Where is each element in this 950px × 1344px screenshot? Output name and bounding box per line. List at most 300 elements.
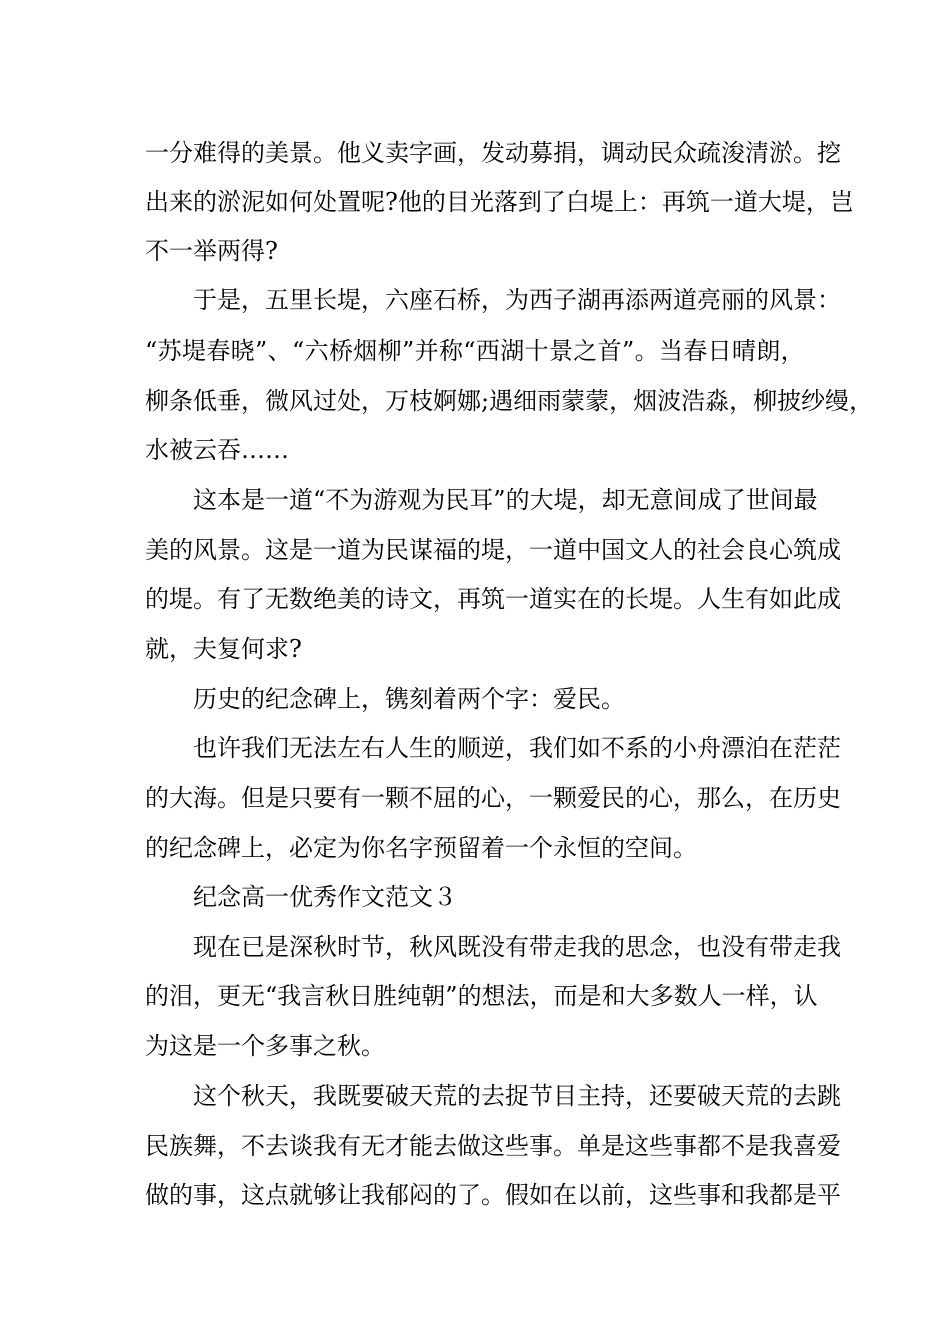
glyph: 堤	[781, 188, 806, 216]
glyph: 深	[289, 933, 313, 961]
glyph: 泪	[169, 982, 193, 1010]
glyph: 一	[721, 982, 746, 1010]
glyph: 遇	[489, 387, 514, 415]
glyph: 人	[649, 536, 673, 564]
glyph: 泥	[241, 188, 265, 216]
glyph: 。	[193, 585, 217, 613]
glyph: 既	[337, 1082, 361, 1110]
glyph: 条	[169, 387, 193, 415]
glyph: 去	[433, 1132, 457, 1160]
glyph: 破	[385, 1082, 409, 1110]
glyph: 也	[697, 933, 721, 961]
glyph: ，	[505, 734, 529, 762]
glyph: 出	[145, 188, 169, 216]
glyph: 秋	[241, 1082, 265, 1110]
glyph: 景	[217, 536, 241, 564]
glyph: 大	[625, 982, 650, 1010]
glyph: 才	[385, 1132, 409, 1160]
glyph: 最	[793, 486, 818, 514]
glyph: 纱	[801, 387, 826, 415]
glyph: 披	[777, 387, 802, 415]
glyph: 带	[529, 933, 553, 961]
glyph: 美	[265, 139, 289, 167]
glyph: ，	[609, 387, 634, 415]
glyph: 带	[769, 933, 793, 961]
glyph: ”	[401, 337, 415, 365]
glyph: “	[265, 982, 278, 1010]
glyph: 是	[289, 536, 313, 564]
glyph: 我	[817, 933, 841, 961]
glyph: 蒙	[585, 387, 610, 415]
glyph: 长	[313, 286, 337, 314]
glyph: 一	[265, 486, 289, 514]
glyph: 胜	[373, 982, 398, 1010]
glyph: 舟	[697, 734, 721, 762]
glyph: 波	[657, 387, 682, 415]
paragraph-start-line	[193, 484, 818, 516]
glyph: 之	[573, 337, 598, 365]
glyph: 景	[289, 139, 313, 167]
text-line: 不一举两得?	[145, 237, 278, 265]
glyph: 生	[409, 734, 433, 762]
glyph: 社	[697, 536, 721, 564]
glyph: 了	[241, 585, 265, 613]
glyph: 过	[313, 387, 337, 415]
glyph: 苏	[157, 337, 182, 365]
glyph: 大	[757, 188, 782, 216]
glyph: 细	[513, 387, 538, 415]
glyph: 西	[529, 286, 553, 314]
glyph: 、	[267, 337, 292, 365]
glyph: 假	[505, 1181, 529, 1209]
glyph: 道	[673, 286, 697, 314]
glyph: 湖	[577, 286, 601, 314]
glyph: 么	[721, 784, 745, 812]
glyph: ：	[817, 286, 841, 314]
glyph: 更	[217, 982, 241, 1010]
glyph: 是	[745, 1132, 769, 1160]
glyph: 在	[769, 734, 793, 762]
glyph: ，	[457, 139, 481, 167]
glyph: 动	[625, 139, 649, 167]
glyph: ，	[217, 1132, 241, 1160]
glyph: 天	[721, 1082, 745, 1110]
glyph: 我	[529, 734, 553, 762]
glyph: 座	[409, 286, 433, 314]
glyph: ?	[385, 188, 398, 216]
glyph: 何	[289, 188, 313, 216]
glyph: 也	[193, 734, 217, 762]
glyph: 淤	[217, 188, 241, 216]
glyph: 系	[625, 734, 649, 762]
glyph: 的	[457, 784, 481, 812]
glyph: 这	[241, 1181, 265, 1209]
glyph: 得	[217, 139, 241, 167]
glyph: 史	[817, 784, 841, 812]
glyph: 卖	[385, 139, 409, 167]
glyph: ：	[637, 188, 662, 216]
glyph: 一	[529, 536, 553, 564]
glyph: 是	[265, 784, 289, 812]
glyph: 日	[349, 982, 374, 1010]
glyph: 来	[169, 188, 193, 216]
glyph: 时	[337, 933, 361, 961]
glyph: ，	[729, 387, 754, 415]
glyph: 此	[793, 585, 817, 613]
glyph: 爱	[817, 1132, 841, 1160]
glyph: 呢	[361, 188, 385, 216]
glyph: 再	[601, 286, 625, 314]
glyph: 都	[697, 1132, 721, 1160]
glyph: 。	[241, 536, 265, 564]
glyph: 筑	[481, 585, 505, 613]
glyph: 成	[697, 486, 722, 514]
glyph: ，	[481, 286, 505, 314]
glyph: ，	[805, 188, 830, 216]
glyph: 了	[541, 188, 566, 216]
glyph: 就	[289, 1181, 313, 1209]
glyph: 天	[265, 1082, 289, 1110]
glyph: 长	[625, 585, 649, 613]
glyph: 人	[385, 734, 409, 762]
glyph: 人	[697, 982, 722, 1010]
glyph: 事	[697, 1181, 721, 1209]
glyph: 我	[313, 1082, 337, 1110]
glyph: ，	[745, 784, 769, 812]
glyph: 既	[457, 933, 481, 961]
glyph: 要	[673, 1082, 697, 1110]
glyph: ，	[241, 387, 265, 415]
glyph: 国	[601, 536, 625, 564]
glyph: 绝	[313, 585, 337, 613]
glyph: ，	[217, 1181, 241, 1209]
glyph: 朝	[421, 982, 446, 1010]
glyph: 并	[414, 337, 439, 365]
glyph: 娜	[457, 387, 481, 415]
glyph: ，	[780, 337, 805, 365]
glyph: 的	[145, 784, 169, 812]
glyph: 良	[745, 536, 769, 564]
glyph: ”	[621, 337, 635, 365]
glyph: “	[313, 486, 326, 514]
glyph: 桥	[328, 337, 353, 365]
glyph: 道	[337, 536, 361, 564]
glyph: 湖	[500, 337, 525, 365]
glyph: 堤	[181, 337, 206, 365]
glyph: 诗	[385, 585, 409, 613]
glyph: 光	[469, 188, 494, 216]
glyph: 落	[493, 188, 518, 216]
glyph: ，	[625, 1082, 649, 1110]
glyph: 为	[421, 486, 446, 514]
glyph: 石	[433, 286, 457, 314]
glyph: ”	[255, 337, 268, 365]
glyph: 耳	[469, 486, 494, 514]
glyph: 我	[313, 1132, 337, 1160]
glyph: 目	[553, 1082, 577, 1110]
glyph: 心	[649, 784, 673, 812]
section-heading: 纪念高一优秀作文范文３	[193, 883, 457, 911]
glyph: 数	[289, 585, 313, 613]
glyph: 些	[505, 1132, 529, 1160]
glyph: 的	[745, 286, 769, 314]
glyph: 舞	[193, 1132, 217, 1160]
glyph: 缦	[825, 387, 850, 415]
glyph: 秋	[313, 933, 337, 961]
glyph: 淤	[769, 139, 793, 167]
glyph: 是	[265, 933, 289, 961]
glyph: 春	[683, 337, 708, 365]
glyph: 如	[577, 734, 601, 762]
glyph: 动	[505, 139, 529, 167]
text-line	[145, 1179, 841, 1211]
glyph: 漂	[721, 734, 745, 762]
text-line	[145, 186, 854, 218]
glyph: 的	[505, 486, 530, 514]
glyph: 添	[625, 286, 649, 314]
text-line: 为这是一个多事之秋。	[145, 1032, 385, 1060]
glyph: 法	[313, 734, 337, 762]
glyph: 念	[649, 933, 673, 961]
glyph: ，	[625, 1181, 649, 1209]
glyph: 秋	[409, 933, 433, 961]
text-line: 的纪念碑上，必定为你名字预留着一个永恒的空间。	[145, 834, 697, 862]
glyph: 子	[553, 286, 577, 314]
glyph: 却	[601, 486, 626, 514]
glyph: 。	[217, 784, 241, 812]
paragraph-start-line	[193, 284, 841, 316]
glyph: 于	[193, 286, 217, 314]
glyph: 人	[697, 585, 721, 613]
glyph: 我	[745, 1181, 769, 1209]
glyph: 一	[313, 536, 337, 564]
glyph: 在	[217, 933, 241, 961]
glyph: 破	[697, 1082, 721, 1110]
text-line	[145, 385, 874, 417]
glyph: 思	[625, 933, 649, 961]
glyph: 字	[409, 139, 433, 167]
glyph: 目	[445, 188, 470, 216]
glyph: ，	[433, 585, 457, 613]
glyph: 他	[397, 188, 422, 216]
glyph: 不	[325, 486, 350, 514]
glyph: 平	[817, 1181, 841, 1209]
glyph: 再	[661, 188, 686, 216]
glyph: 处	[313, 188, 337, 216]
glyph: 走	[793, 933, 817, 961]
glyph: 这	[481, 1132, 505, 1160]
glyph: 众	[673, 139, 697, 167]
glyph: 一	[361, 784, 385, 812]
glyph: 的	[625, 784, 649, 812]
glyph: 的	[193, 188, 217, 216]
glyph: 捐	[553, 139, 577, 167]
glyph: 们	[553, 734, 577, 762]
glyph: ，	[673, 933, 697, 961]
glyph: 柳	[753, 387, 778, 415]
glyph: 福	[433, 536, 457, 564]
glyph: 现	[193, 933, 217, 961]
glyph: 和	[721, 1181, 745, 1209]
glyph: ，	[769, 982, 794, 1010]
glyph: 无	[289, 734, 313, 762]
glyph: 民	[601, 784, 625, 812]
glyph: 一	[529, 784, 553, 812]
glyph: 募	[529, 139, 553, 167]
glyph: 实	[553, 585, 577, 613]
glyph: 浩	[681, 387, 706, 415]
glyph: 蒙	[561, 387, 586, 415]
glyph: 还	[649, 1082, 673, 1110]
glyph: 去	[481, 1082, 505, 1110]
glyph: 我	[241, 734, 265, 762]
glyph: 不	[721, 1132, 745, 1160]
glyph: 们	[265, 734, 289, 762]
glyph: 要	[361, 1082, 385, 1110]
glyph: 为	[361, 536, 385, 564]
glyph: “	[291, 337, 305, 365]
glyph: 有	[745, 933, 769, 961]
glyph: 在	[553, 1181, 577, 1209]
glyph: 意	[649, 486, 674, 514]
glyph: 日	[707, 337, 732, 365]
glyph: ，	[385, 933, 409, 961]
glyph: 这	[649, 1181, 673, 1209]
glyph: 心	[769, 536, 793, 564]
glyph: 族	[169, 1132, 193, 1160]
glyph: 世	[745, 486, 770, 514]
glyph: 无	[361, 1132, 385, 1160]
glyph: 顺	[457, 734, 481, 762]
glyph: 堤	[481, 536, 505, 564]
glyph: 的	[169, 536, 193, 564]
glyph: 低	[193, 387, 217, 415]
glyph: 的	[601, 585, 625, 613]
glyph: 想	[481, 982, 506, 1010]
glyph: ;	[481, 387, 490, 415]
glyph: 海	[193, 784, 217, 812]
glyph: 观	[397, 486, 422, 514]
glyph: 逆	[481, 734, 505, 762]
glyph: 捉	[505, 1082, 529, 1110]
paragraph-start-line	[193, 1080, 841, 1112]
glyph: 会	[721, 536, 745, 564]
glyph: 如	[265, 188, 289, 216]
glyph: 做	[145, 1181, 169, 1209]
glyph: 淼	[705, 387, 730, 415]
glyph: ，	[673, 784, 697, 812]
glyph: 晴	[731, 337, 756, 365]
glyph: 颗	[385, 784, 409, 812]
glyph: 是	[601, 1132, 625, 1160]
glyph: 些	[673, 1181, 697, 1209]
glyph: 许	[217, 734, 241, 762]
glyph: ，	[505, 536, 529, 564]
glyph: 让	[337, 1181, 361, 1209]
glyph: 谈	[289, 1132, 313, 1160]
glyph: 一	[709, 188, 734, 216]
glyph: 景	[793, 286, 817, 314]
glyph: 多	[649, 982, 674, 1010]
glyph: 间	[769, 486, 794, 514]
glyph: 了	[721, 486, 746, 514]
glyph: 秋	[325, 982, 350, 1010]
glyph: 历	[793, 784, 817, 812]
glyph: 有	[337, 1132, 361, 1160]
glyph: 但	[241, 784, 265, 812]
glyph: 疏	[697, 139, 721, 167]
text-line: 就，夫复何求?	[145, 635, 302, 663]
glyph: 晓	[230, 337, 255, 365]
glyph: 。	[553, 1132, 577, 1160]
glyph: 事	[529, 1132, 553, 1160]
glyph: 右	[361, 734, 385, 762]
glyph: 这	[265, 536, 289, 564]
glyph: 婀	[433, 387, 457, 415]
glyph: 单	[577, 1132, 601, 1160]
glyph: ，	[241, 286, 265, 314]
glyph: 的	[361, 585, 385, 613]
glyph: 民	[385, 536, 409, 564]
paragraph-start-line	[193, 732, 841, 764]
glyph: 道	[529, 585, 553, 613]
glyph: ，	[193, 982, 217, 1010]
paragraph-start-line	[193, 931, 841, 963]
glyph: 首	[597, 337, 622, 365]
glyph: 清	[745, 139, 769, 167]
glyph: 里	[289, 286, 313, 314]
glyph: 左	[337, 734, 361, 762]
glyph: 小	[673, 734, 697, 762]
glyph: 的	[433, 1181, 457, 1209]
glyph: 已	[241, 933, 265, 961]
glyph: 难	[193, 139, 217, 167]
glyph: 个	[217, 1082, 241, 1110]
glyph: 分	[169, 139, 193, 167]
glyph: 春	[206, 337, 231, 365]
glyph: 。	[481, 1181, 505, 1209]
glyph: 六	[304, 337, 329, 365]
glyph: “	[463, 337, 476, 365]
glyph: 我	[277, 982, 302, 1010]
glyph: 做	[457, 1132, 481, 1160]
glyph: 郁	[385, 1181, 409, 1209]
glyph: 有	[745, 585, 769, 613]
glyph: 大	[529, 486, 554, 514]
glyph: ，	[529, 982, 554, 1010]
glyph: 画	[433, 139, 457, 167]
glyph: 都	[769, 1181, 793, 1209]
glyph: 数	[673, 982, 698, 1010]
glyph: 烟	[353, 337, 378, 365]
glyph: 只	[289, 784, 313, 812]
glyph: 置	[337, 188, 361, 216]
glyph: 的	[145, 982, 169, 1010]
glyph: 调	[601, 139, 625, 167]
glyph: 言	[301, 982, 326, 1010]
glyph: 筑	[685, 188, 710, 216]
glyph: 是	[217, 286, 241, 314]
glyph: 民	[649, 139, 673, 167]
glyph: 能	[409, 1132, 433, 1160]
glyph: 是	[577, 982, 602, 1010]
glyph: 颗	[553, 784, 577, 812]
glyph: 要	[313, 784, 337, 812]
glyph: 生	[721, 585, 745, 613]
glyph: 没	[721, 933, 745, 961]
glyph: 的	[169, 1181, 193, 1209]
glyph: 为	[505, 286, 529, 314]
